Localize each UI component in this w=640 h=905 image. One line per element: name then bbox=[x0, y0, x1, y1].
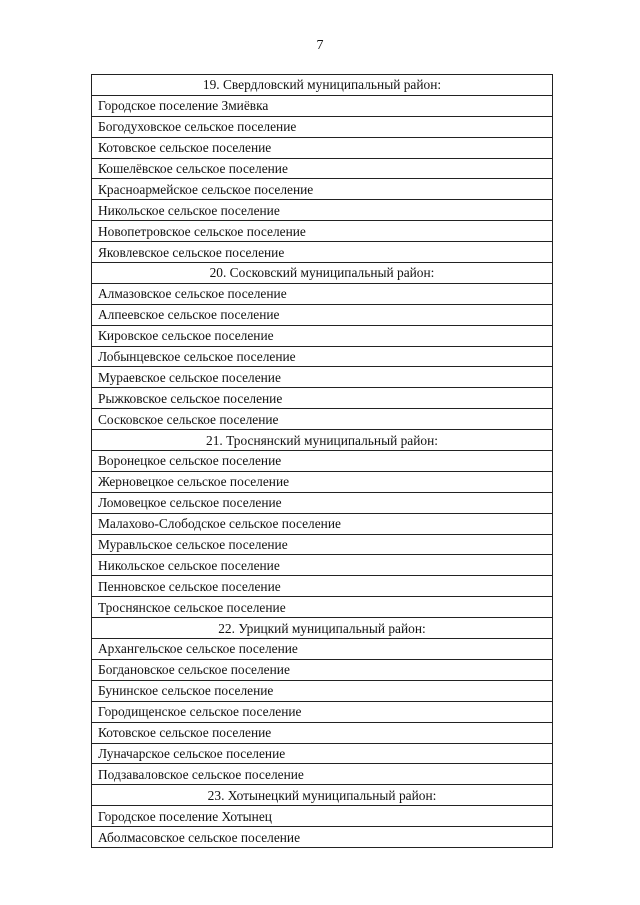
settlement-row bbox=[92, 701, 553, 722]
settlements-table-body bbox=[92, 75, 553, 848]
settlement-name: Никольское сельское поселение bbox=[92, 200, 553, 221]
settlement-row bbox=[92, 492, 553, 513]
settlements-table bbox=[91, 74, 553, 848]
settlement-row bbox=[92, 471, 553, 492]
settlement-row bbox=[92, 283, 553, 304]
settlement-row bbox=[92, 451, 553, 472]
settlement-name: Алмазовское сельское поселение bbox=[92, 283, 553, 304]
settlement-name: Богдановское сельское поселение bbox=[92, 659, 553, 680]
district-heading-row bbox=[92, 75, 553, 96]
settlement-name: Воронецкое сельское поселение bbox=[92, 451, 553, 472]
settlement-row bbox=[92, 116, 553, 137]
settlement-name: Богодуховское сельское поселение bbox=[92, 116, 553, 137]
district-heading-row bbox=[92, 785, 553, 806]
settlement-row bbox=[92, 304, 553, 325]
settlement-row bbox=[92, 95, 553, 116]
settlement-row bbox=[92, 388, 553, 409]
settlement-name: Мураевское сельское поселение bbox=[92, 367, 553, 388]
settlement-name: Никольское сельское поселение bbox=[92, 555, 553, 576]
district-heading-row bbox=[92, 430, 553, 451]
page-number: 7 bbox=[316, 38, 324, 53]
settlement-row bbox=[92, 137, 553, 158]
district-heading: 23. Хотынецкий муниципальный район: bbox=[92, 785, 553, 806]
settlement-name: Малахово-Слободское сельское поселение bbox=[92, 513, 553, 534]
settlement-name: Рыжковское сельское поселение bbox=[92, 388, 553, 409]
settlement-row bbox=[92, 242, 553, 263]
district-heading: 21. Троснянский муниципальный район: bbox=[92, 430, 553, 451]
settlement-name: Аболмасовское сельское поселение bbox=[92, 827, 553, 848]
settlement-name: Котовское сельское поселение bbox=[92, 722, 553, 743]
settlement-name: Лобынцевское сельское поселение bbox=[92, 346, 553, 367]
settlement-row bbox=[92, 179, 553, 200]
district-heading: 20. Сосковский муниципальный район: bbox=[92, 263, 553, 284]
district-heading-row bbox=[92, 263, 553, 284]
settlement-name: Новопетровское сельское поселение bbox=[92, 221, 553, 242]
settlement-row bbox=[92, 639, 553, 660]
settlement-row bbox=[92, 743, 553, 764]
settlement-name: Алпеевское сельское поселение bbox=[92, 304, 553, 325]
settlement-row bbox=[92, 534, 553, 555]
settlement-row bbox=[92, 325, 553, 346]
district-heading-row bbox=[92, 618, 553, 639]
settlement-name: Городищенское сельское поселение bbox=[92, 701, 553, 722]
settlement-row bbox=[92, 221, 553, 242]
settlement-name: Яковлевское сельское поселение bbox=[92, 242, 553, 263]
settlement-name: Подзаваловское сельское поселение bbox=[92, 764, 553, 785]
settlement-row bbox=[92, 827, 553, 848]
settlement-row bbox=[92, 680, 553, 701]
settlement-name: Красноармейское сельское поселение bbox=[92, 179, 553, 200]
settlement-row bbox=[92, 346, 553, 367]
settlement-row bbox=[92, 158, 553, 179]
settlement-row bbox=[92, 597, 553, 618]
settlement-name: Кошелёвское сельское поселение bbox=[92, 158, 553, 179]
settlement-name: Ломовецкое сельское поселение bbox=[92, 492, 553, 513]
settlement-row bbox=[92, 659, 553, 680]
settlement-row bbox=[92, 555, 553, 576]
settlement-name: Архангельское сельское поселение bbox=[92, 639, 553, 660]
settlement-row bbox=[92, 764, 553, 785]
settlement-row bbox=[92, 513, 553, 534]
settlement-name: Сосковское сельское поселение bbox=[92, 409, 553, 430]
settlement-name: Жерновецкое сельское поселение bbox=[92, 471, 553, 492]
settlement-name: Бунинское сельское поселение bbox=[92, 680, 553, 701]
district-heading: 19. Свердловский муниципальный район: bbox=[92, 75, 553, 96]
settlement-row bbox=[92, 200, 553, 221]
settlement-name: Муравльское сельское поселение bbox=[92, 534, 553, 555]
settlement-name: Троснянское сельское поселение bbox=[92, 597, 553, 618]
settlement-name: Пенновское сельское поселение bbox=[92, 576, 553, 597]
settlement-name: Кировское сельское поселение bbox=[92, 325, 553, 346]
settlement-name: Луначарское сельское поселение bbox=[92, 743, 553, 764]
settlement-name: Городское поселение Хотынец bbox=[92, 806, 553, 827]
settlement-row bbox=[92, 806, 553, 827]
settlement-row bbox=[92, 722, 553, 743]
settlement-row bbox=[92, 409, 553, 430]
settlement-name: Котовское сельское поселение bbox=[92, 137, 553, 158]
district-heading: 22. Урицкий муниципальный район: bbox=[92, 618, 553, 639]
settlement-name: Городское поселение Змиёвка bbox=[92, 95, 553, 116]
settlement-row bbox=[92, 576, 553, 597]
settlement-row bbox=[92, 367, 553, 388]
